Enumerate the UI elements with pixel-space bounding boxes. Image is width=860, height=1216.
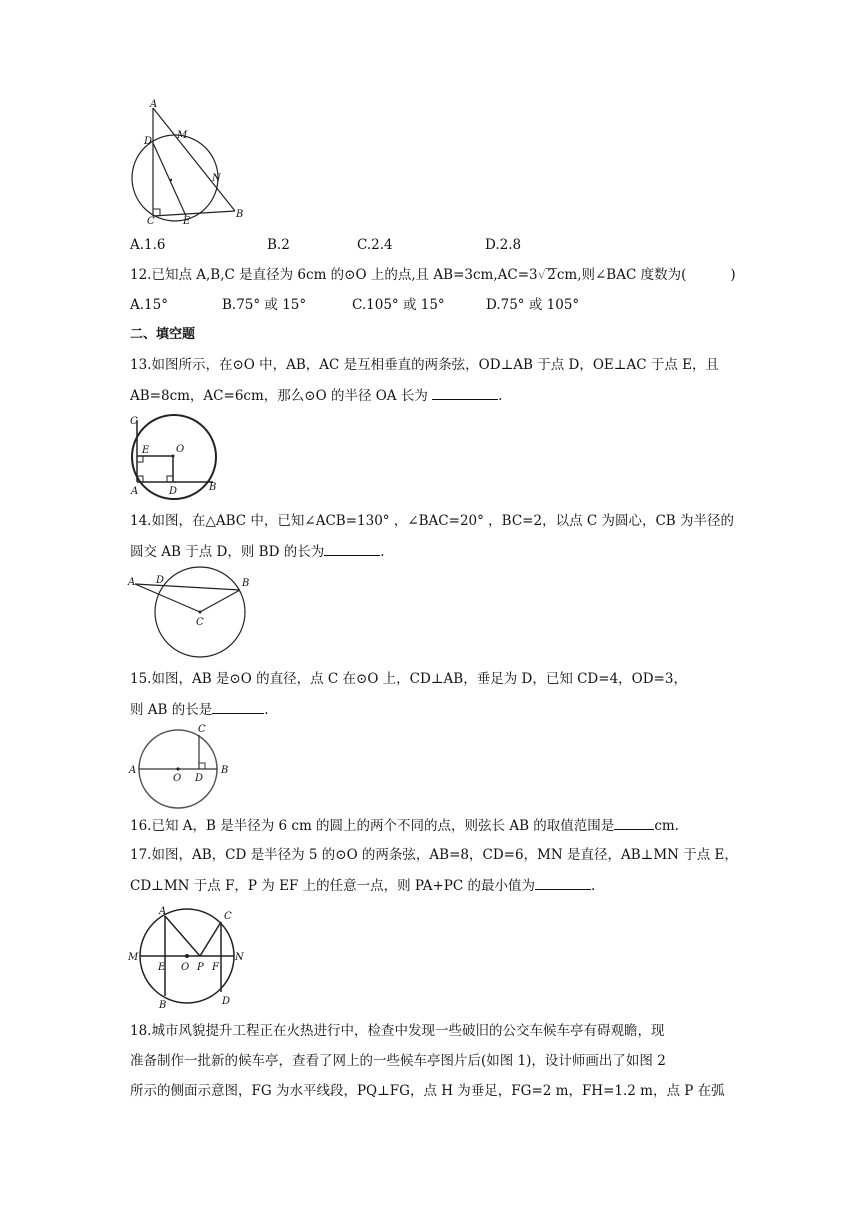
q15-answer-blank (212, 700, 264, 714)
q15-label-C: C (198, 724, 206, 735)
q13-line2 (130, 386, 502, 405)
q17-label-N: N (235, 952, 244, 963)
q16-text: 16.已知 A，B 是半径为 6 cm 的圆上的两个不同的点，则弦长 AB 的取值范围是 (130, 818, 615, 834)
q16-answer-blank (614, 816, 654, 830)
q15-line2-end: . (264, 702, 269, 718)
q18-line2: 准备制作一批新的候车亭，查看了网上的一些候车亭图片后(如图 1)，设计师画出了如图 2 (130, 1053, 666, 1069)
section-title-fill-blank: 二、填空题 (130, 327, 196, 342)
q12-options (130, 296, 579, 314)
q12-option-c: C.105° 或 15° (352, 297, 445, 313)
q13-label-A: A (131, 486, 139, 497)
q18-line1: 18.城市风貌提升工程正在火热进行中，检查中发现一些破旧的公交车候车亭有碍观瞻，现 (130, 1023, 665, 1039)
q17-line2-text: CD⊥MN 于点 F，P 为 EF 上的任意一点，则 PA+PC 的最小值为 (130, 878, 536, 894)
q17-figure (125, 902, 255, 1010)
q14-label-D: D (156, 575, 165, 586)
q11-label-N: N (212, 173, 221, 184)
q12-text-before: 12.已知点 A,B,C 是直径为 6cm 的⊙O 上的点,且 AB=3cm,AC=3 (130, 267, 538, 283)
sqrt-sign-icon: √ (537, 267, 547, 283)
q15-line1: 15.如图，AB 是⊙O 的直径，点 C 在⊙O 上，CD⊥AB，垂足为 D，已知 CD=4，OD=3， (130, 671, 687, 687)
q11-label-D: D (144, 136, 153, 147)
q13-answer-blank (432, 386, 498, 400)
q13-line2-end: . (498, 388, 503, 404)
q14-answer-blank (324, 542, 380, 556)
q11-label-A: A (150, 99, 158, 110)
q13-figure (125, 412, 225, 502)
q17-line1: 17.如图，AB，CD 是半径为 5 的⊙O 的两条弦，AB=8，CD=6，MN 是直径，AB⊥MN 于点 E， (130, 847, 738, 863)
q13-label-O: O (176, 444, 185, 455)
q17-label-F: F (212, 962, 219, 973)
q12-sqrt-radicand: 2 (547, 267, 556, 283)
q14-label-A: A (128, 577, 136, 588)
q15-line2 (130, 700, 269, 719)
q11-option-c: C.2.4 (357, 237, 393, 253)
q11-label-C: C (147, 216, 155, 227)
q17-label-D: D (222, 996, 231, 1007)
q18-line3: 所示的侧面示意图，FG 为水平线段，PQ⊥FG，点 H 为垂足，FG=2 m，FH=1.2 m，点 P 在弧 (130, 1083, 725, 1099)
q17-answer-blank (535, 876, 591, 890)
q12-text-end: ) (730, 267, 736, 283)
q11-option-a: A.1.6 (130, 237, 166, 253)
q15-label-B: B (221, 765, 229, 776)
q15-line2-text: 则 AB 的长是 (130, 702, 213, 718)
q13-line1: 13.如图所示，在⊙O 中，AB，AC 是互相垂直的两条弦，OD⊥AB 于点 D，OE⊥AC 于点 E，且 (130, 357, 719, 373)
q13-label-D: D (169, 486, 178, 497)
q12-option-d: D.75° 或 105° (486, 297, 580, 313)
q11-label-B: B (236, 209, 244, 220)
q17-line2-end: . (591, 878, 596, 894)
q17-line2 (130, 876, 595, 895)
q14-label-C: C (196, 617, 204, 628)
q15-figure (125, 722, 245, 812)
q17-label-A: A (159, 906, 167, 917)
q12-option-b: B.75° 或 15° (222, 297, 307, 313)
q17-label-B: B (159, 1000, 167, 1011)
q15-label-A: A (129, 765, 137, 776)
q14-line2 (130, 542, 385, 561)
q12-text-after: cm,则∠BAC 度数为( (556, 267, 687, 283)
q11-options (130, 236, 521, 254)
q17-label-M: M (128, 952, 139, 963)
q16-text-end: cm. (654, 818, 679, 834)
q11-label-E: E (183, 216, 191, 227)
q14-line2-text: 圆交 AB 于点 D，则 BD 的长为 (130, 544, 325, 560)
q13-label-C: C (130, 416, 138, 427)
q11-label-M: M (177, 130, 188, 141)
q17-label-C: C (224, 911, 232, 922)
q11-option-b: B.2 (267, 237, 290, 253)
q17-label-E: E (158, 962, 166, 973)
q13-label-E: E (142, 445, 150, 456)
q15-label-O: O (173, 773, 182, 784)
q12-stem (130, 266, 736, 284)
q13-label-B: B (209, 482, 217, 493)
q14-line1: 14.如图，在△ABC 中，已知∠ACB=130° ，∠BAC=20° ，BC=2，以点 C 为圆心，CB 为半径的 (130, 513, 735, 529)
q14-figure (125, 572, 260, 662)
q16-stem (130, 816, 679, 835)
q17-label-P: P (197, 962, 204, 973)
q11-figure (125, 96, 255, 226)
q14-line2-end: . (380, 544, 385, 560)
q14-label-B: B (242, 578, 250, 589)
q15-label-D: D (195, 773, 204, 784)
q11-option-d: D.2.8 (485, 237, 522, 253)
q13-line2-text: AB=8cm，AC=6cm，那么⊙O 的半径 OA 长为 (130, 388, 428, 404)
q12-option-a: A.15° (130, 297, 168, 313)
q17-label-O: O (181, 962, 190, 973)
